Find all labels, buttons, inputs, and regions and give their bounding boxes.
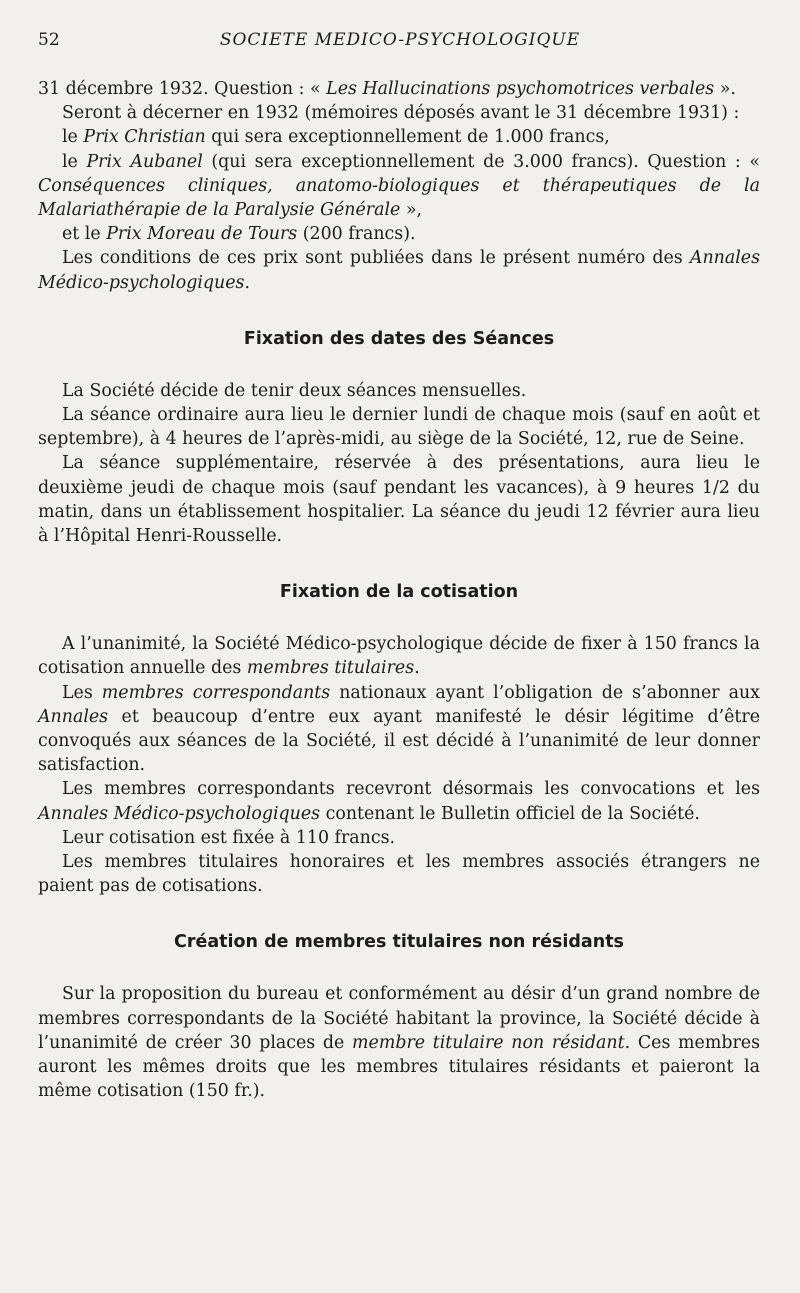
cotisation-paragraph-1: A l’unanimité, la Société Médico-psychologique décide de fixer à 150 francs la cotisation annuelle des membres titulaires. (38, 634, 760, 679)
prize-conditions-paragraph: Les conditions de ces prix sont publiées dans le présent numéro des Annales Médico-psychologiques. (38, 248, 760, 293)
prix-aubanel-paragraph: le Prix Aubanel (qui sera exceptionnellement de 3.000 francs). Question : « Conséquences cliniques, anatomo-biologiques et thérapeutiques de la Malariathérapie de la Paralysie Générale », (38, 151, 760, 221)
cotisation-paragraph-4: Leur cotisation est fixée à 110 francs. (62, 827, 396, 848)
running-title: SOCIETE MEDICO-PSYCHOLOGIQUE (219, 30, 581, 50)
prize-question-paragraph: 31 décembre 1932. Question : « Les Hallucinations psychomotrices verbales ». (38, 79, 736, 99)
prix-moreau-line: et le Prix Moreau de Tours (200 francs). (62, 224, 416, 245)
cotisation-paragraph-3: Les membres correspondants recevront désormais les convocations et les Annales Médico-psychologiques contenant le Bulletin officiel de la Société. (38, 779, 760, 824)
page-body (38, 77, 760, 1104)
seances-paragraph-1: La Société décide de tenir deux séances mensuelles. (62, 380, 527, 401)
seances-paragraph-3: La séance supplémentaire, réservée à des présentations, aura lieu le deuxième jeudi de chaque mois (sauf pendant les vacances), à 9 heures 1/2 du matin, dans un établissement hospitalier. La séance du jeudi 12 février aura lieu à l’Hôpital Henri-Rousselle. (38, 453, 760, 547)
cotisation-paragraph-5: Les membres titulaires honoraires et les membres associés étrangers ne paient pas de cotisations. (38, 852, 760, 897)
prix-christian-line: le Prix Christian qui sera exceptionnellement de 1.000 francs, (62, 127, 610, 148)
section-title-creation: Création de membres titulaires non résidants (174, 932, 624, 953)
prizes-intro-paragraph: Seront à décerner en 1932 (mémoires déposés avant le 31 décembre 1931) : (62, 103, 740, 124)
page-number: 52 (38, 30, 60, 50)
seances-paragraph-2: La séance ordinaire aura lieu le dernier lundi de chaque mois (sauf en août et septembre), à 4 heures de l’après-midi, au siège de la Société, 12, rue de Seine. (38, 405, 760, 450)
section-title-seances: Fixation des dates des Séances (243, 328, 555, 349)
cotisation-paragraph-2: Les membres correspondants nationaux ayant l’obligation de s’abonner aux Annales et beaucoup d’entre eux ayant manifesté le désir légitime d’être convoqués aux séances de la Société, il est décidé à l’unanimité de leur donner satisfaction. (38, 682, 760, 776)
creation-paragraph-1: Sur la proposition du bureau et conformément au désir d’un grand nombre de membres correspondants de la Société habitant la province, la Société décide à l’unanimité de créer 30 places de membre titulaire non résidant. Ces membres auront les mêmes droits que les membres titulaires résidants et paieront la même cotisation (150 fr.). (38, 984, 760, 1102)
page-header (38, 30, 762, 58)
section-title-cotisation: Fixation de la cotisation (279, 582, 519, 603)
